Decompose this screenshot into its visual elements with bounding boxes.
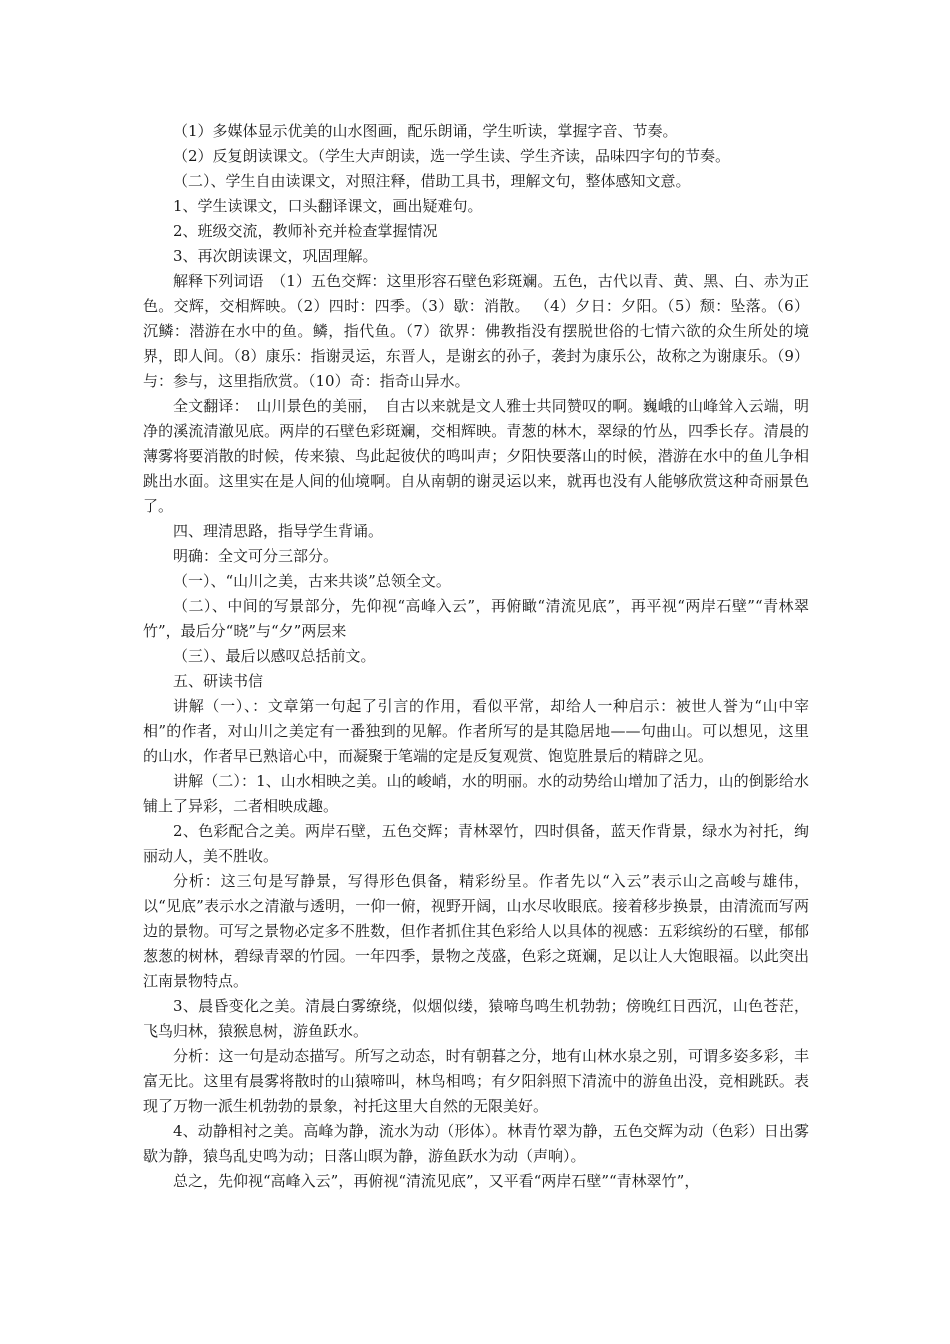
paragraph-analysis-dynamic: 分析：这一句是动态描写。所写之动态，时有朝暮之分，地有山林水泉之别，可谓多姿多彩，丰富无比。这里有晨雾将散时的山猿啼叫，林鸟相鸣；有夕阳斜照下清流中的游鱼出没，竞相跳跃。表现了万物一派生机勃勃的景象，衬托这里大自然的无限美好。	[143, 1047, 809, 1115]
paragraph-reading-1: （1）多媒体显示优美的山水图画，配乐朗诵，学生听读，掌握字音、节奏。	[173, 122, 678, 140]
paragraph-reading-2: （2）反复朗读课文。（学生大声朗读，选一学生读、学生齐读，品味四字句的节奏。	[173, 147, 731, 165]
paragraph-part-1: （一）、“山川之美，古来共谈”总领全文。	[173, 572, 451, 590]
paragraph-section-5: 五、研读书信	[173, 672, 264, 690]
paragraph-section-2: （二）、学生自由读课文，对照注释，借助工具书，理解文句，整体感知文意。	[173, 172, 691, 190]
paragraph-color-beauty: 2、色彩配合之美。两岸石壁，五色交辉；青林翠竹，四时俱备，蓝天作背景，绿水为衬托，绚丽动人，美不胜收。	[143, 822, 809, 865]
paragraph-morning-evening: 3、晨昏变化之美。清晨白雾缭绕，似烟似缕，猿啼鸟鸣生机勃勃；傍晚红日西沉，山色苍茫，飞鸟归林，猿猴息树，游鱼跃水。	[143, 997, 809, 1040]
paragraph-section-4: 四、理清思路，指导学生背诵。	[173, 522, 384, 540]
paragraph-summary: 总之，先仰视“高峰入云”，再俯视“清流见底”，又平看“两岸石壁”“青林翠竹”，	[173, 1172, 700, 1190]
paragraph-analysis-static: 分析：这三句是写静景，写得形色俱备，精彩纷呈。作者先以“入云”表示山之高峻与雄伟，以“见底”表示水之清澈与透明，一仰一俯，视野开阔，山水尽收眼底。接着移步换景，由清流而写两边的景物。可写之景物必定多不胜数，但作者抓住其色彩给人以具体的视感：五彩缤纷的石壁，郁郁葱葱的树林，碧绿青翠的竹园。一年四季，景物之茂盛，色彩之斑斓，足以让人大饱眼福。以此突出江南景物特点。	[143, 872, 809, 990]
paragraph-step-1: 1、学生读课文，口头翻译课文，画出疑难句。	[173, 197, 483, 215]
paragraph-step-3: 3、再次朗读课文，巩固理解。	[173, 247, 378, 265]
paragraph-clarify: 明确：全文可分三部分。	[173, 547, 339, 565]
paragraph-vocabulary: 解释下列词语 （1）五色交辉：这里形容石壁色彩斑斓。五色，古代以青、黄、黑、白、赤为正色。交辉，交相辉映。（2）四时：四季。（3）歇：消散。 （4）夕日：夕阳。（5）颓：坠落。（6）沉鳞：潜游在水中的鱼。鳞，指代鱼。（7）欲界：佛教指没有摆脱世俗的七情六欲的众生所处的境界，即人间。（8）康乐：指谢灵运，东晋人，是谢玄的孙子，袭封为康乐公，故称之为谢康乐。（9）与：参与，这里指欣赏。（10）奇：指奇山异水。	[143, 272, 809, 390]
paragraph-part-3: （三）、最后以感叹总括前文。	[173, 647, 376, 665]
paragraph-explain-2: 讲解（二）：1、山水相映之美。山的峻峭，水的明丽。水的动势给山增加了活力，山的倒影给水铺上了异彩，二者相映成趣。	[143, 772, 809, 815]
document-body	[143, 119, 809, 1194]
paragraph-step-2: 2、班级交流，教师补充并检查掌握情况	[173, 222, 438, 240]
paragraph-motion-stillness: 4、动静相衬之美。高峰为静，流水为动（形体）。林青竹翠为静，五色交辉为动（色彩）日出雾歇为静，猿鸟乱史鸣为动；日落山暝为静，游鱼跃水为动（声响）。	[143, 1122, 809, 1165]
paragraph-translation: 全文翻译： 山川景色的美丽， 自古以来就是文人雅士共同赞叹的啊。巍峨的山峰耸入云端，明净的溪流清澈见底。两岸的石壁色彩斑斓，交相辉映。青葱的林木，翠绿的竹丛，四季长存。清晨的薄雾将要消散的时候，传来猿、鸟此起彼伏的鸣叫声；夕阳快要落山的时候，潜游在水中的鱼儿争相跳出水面。这里实在是人间的仙境啊。自从南朝的谢灵运以来，就再也没有人能够欣赏这种奇丽景色了。	[143, 397, 809, 515]
paragraph-part-2: （二）、中间的写景部分，先仰视“高峰入云”，再俯瞰“清流见底”，再平视“两岸石壁”“青林翠竹”，最后分“晓”与“夕”两层来	[143, 597, 809, 640]
paragraph-explain-1: 讲解（一）、：文章第一句起了引言的作用，看似平常，却给人一种启示：被世人誉为“山中宰相”的作者，对山川之美定有一番独到的见解。作者所写的是其隐居地——句曲山。可以想见，这里的山水，作者早已熟谙心中，而凝聚于笔端的定是反复观赏、饱览胜景后的精辟之见。	[143, 697, 809, 765]
